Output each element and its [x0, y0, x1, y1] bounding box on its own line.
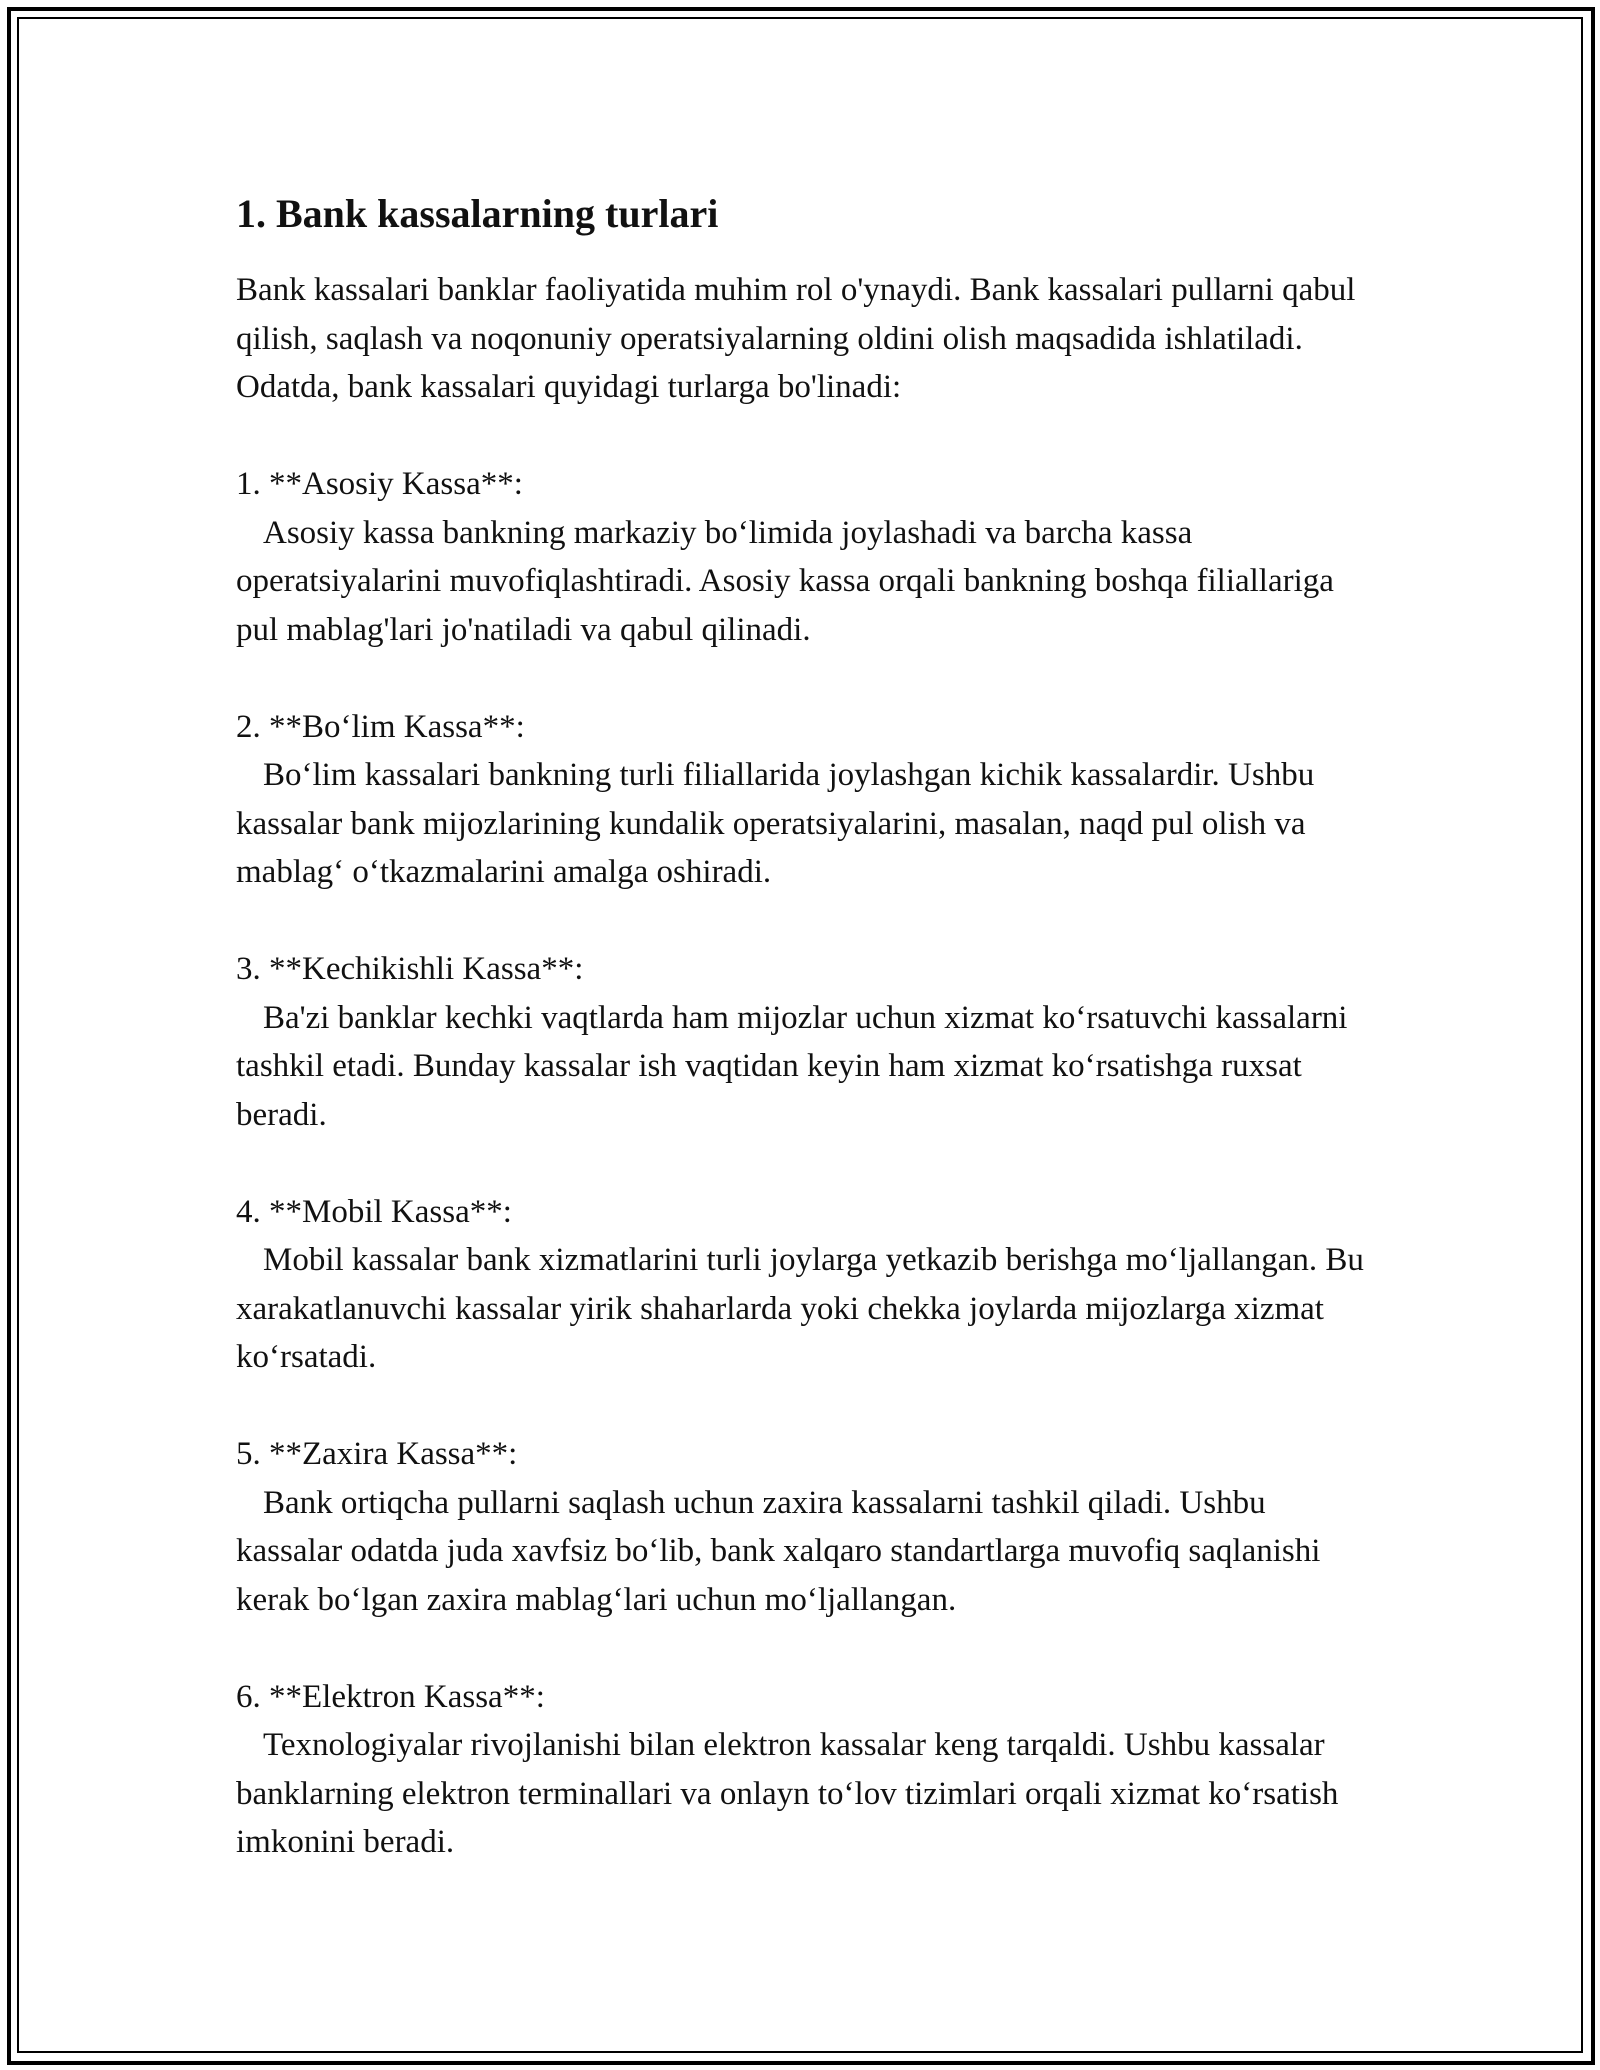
- section-title: 3. **Kechikishli Kassa**:: [236, 951, 584, 987]
- section-title: 1. **Asosiy Kassa**:: [236, 466, 523, 502]
- document-heading: 1. Bank kassalarning turlari: [236, 191, 719, 236]
- section-title: 5. **Zaxira Kassa**:: [236, 1436, 518, 1472]
- intro-paragraph: Bank kassalari banklar faoliyatida muhim rol o'ynaydi. Bank kassalari pullarni qabul qilish, saqlash va noqonuniy operatsiyalarning oldini olish maqsadida ishlatiladi. Odatda, bank kassalari quyidagi turlarga bo'linadi:: [236, 272, 1356, 405]
- section-elektron-kassa: [236, 1673, 1366, 1867]
- section-title: 2. **Bo‘lim Kassa**:: [236, 708, 525, 745]
- document-content: [236, 188, 1366, 1915]
- section-title: 4. **Mobil Kassa**:: [236, 1193, 512, 1230]
- section-zaxira-kassa: [236, 1430, 1366, 1624]
- section-body: Texnologiyalar rivojlanishi bilan elektron kassalar keng tarqaldi. Ushbu kassalar banklarning elektron terminallari va onlayn to‘lov tizimlari orqali xizmat ko‘rsatish imkonini beradi.: [236, 1727, 1339, 1860]
- section-body: Ba'zi banklar kechki vaqtlarda ham mijozlar uchun xizmat ko‘rsatuvchi kassalarni tashkil etadi. Bunday kassalar ish vaqtidan keyin ham xizmat ko‘rsatishga ruxsat beradi.: [236, 999, 1348, 1133]
- section-body: Asosiy kassa bankning markaziy bo‘limida joylashadi va barcha kassa operatsiyalarini muvofiqlashtiradi. Asosiy kassa orqali bankning boshqa filiallariga pul mablag'lari jo'natiladi va qabul qilinadi.: [236, 514, 1334, 648]
- section-body: Mobil kassalar bank xizmatlarini turli joylarga yetkazib berishga mo‘ljallangan. Bu xarakatlanuvchi kassalar yirik shaharlarda yoki chekka joylarda mijozlarga xizmat ko‘rsatadi.: [236, 1242, 1364, 1375]
- section-body: Bo‘lim kassalari bankning turli filiallarida joylashgan kichik kassalardir. Ushbu kassalar bank mijozlarining kundalik operatsiyalarini, masalan, naqd pul olish va mablag‘ o‘tkazmalarini amalga oshiradi.: [236, 757, 1315, 890]
- section-asosiy-kassa: [236, 460, 1366, 654]
- section-kechikishli-kassa: [236, 945, 1366, 1139]
- section-title: 6. **Elektron Kassa**:: [236, 1678, 545, 1715]
- section-bolim-kassa: [236, 703, 1366, 897]
- section-body: Bank ortiqcha pullarni saqlash uchun zaxira kassalarni tashkil qiladi. Ushbu kassalar odatda juda xavfsiz bo‘lib, bank xalqaro standartlarga muvofiq saqlanishi kerak bo‘lgan zaxira mablag‘lari uchun mo‘ljallangan.: [236, 1484, 1321, 1618]
- section-mobil-kassa: [236, 1188, 1366, 1382]
